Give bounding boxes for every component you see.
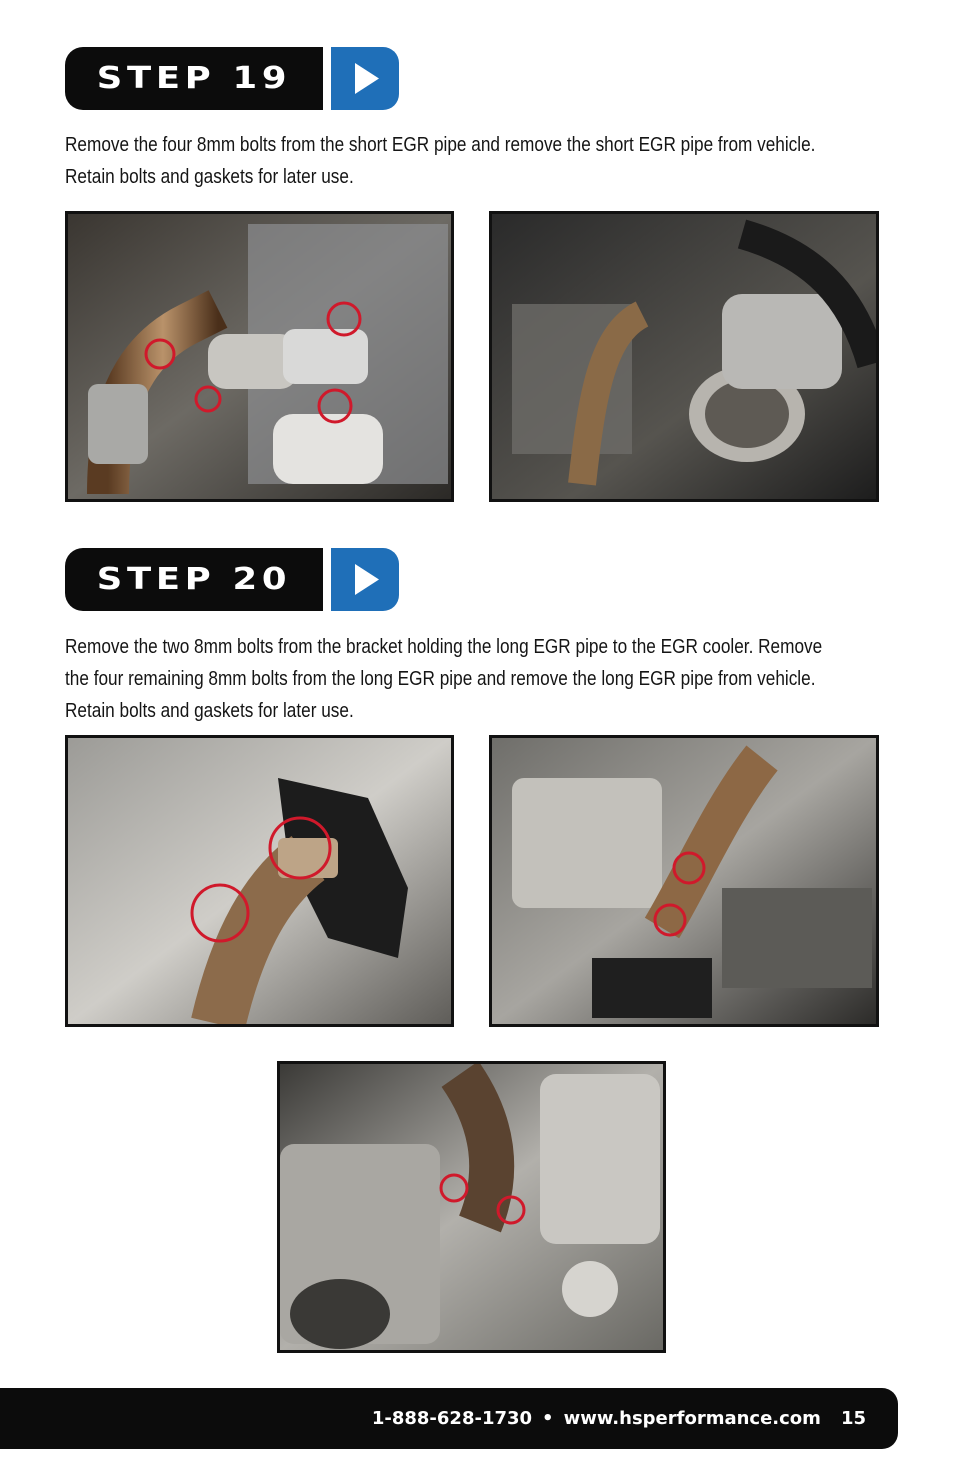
play-arrow-icon <box>331 47 399 110</box>
footer-bar <box>0 1388 898 1449</box>
step-20-photo-egr-cooler-bolts <box>277 1061 666 1353</box>
step-19-line-1: Remove the four 8mm bolts from the short EGR pipe and remove the short EGR pipe from vehicle. <box>65 134 816 156</box>
step-20-photo-long-egr-pipe-bolts <box>489 735 879 1027</box>
step-19-line-2: Retain bolts and gaskets for later use. <box>65 166 354 188</box>
step-19-label: STEP 19 <box>96 61 292 96</box>
step-20-line-1: Remove the two 8mm bolts from the bracket holding the long EGR pipe to the EGR cooler. Remove <box>65 636 823 658</box>
step-20-line-2: the four remaining 8mm bolts from the long EGR pipe and remove the long EGR pipe from vehicle. <box>65 668 816 690</box>
step-20-label-pill <box>65 548 323 611</box>
footer-contact <box>372 1388 866 1449</box>
footer-separator: • <box>542 1408 554 1429</box>
step-20-photo-bracket-bolts <box>65 735 454 1027</box>
step-20-label: STEP 20 <box>96 562 292 597</box>
step-20-line-3: Retain bolts and gaskets for later use. <box>65 700 354 722</box>
step-20-banner <box>65 548 399 611</box>
footer-phone: 1-888-628-1730 <box>371 1408 533 1429</box>
step-19-photo-short-egr-pipe-bolts <box>65 211 454 502</box>
footer-website: www.hsperformance.com <box>563 1408 821 1429</box>
play-arrow-icon <box>331 548 399 611</box>
page-number: 15 <box>840 1408 866 1429</box>
step-19-photo-short-egr-pipe-removed <box>489 211 879 502</box>
step-19-banner <box>65 47 399 110</box>
step-20-instructions <box>65 631 873 727</box>
step-19-instructions <box>65 129 873 193</box>
step-19-label-pill <box>65 47 323 110</box>
